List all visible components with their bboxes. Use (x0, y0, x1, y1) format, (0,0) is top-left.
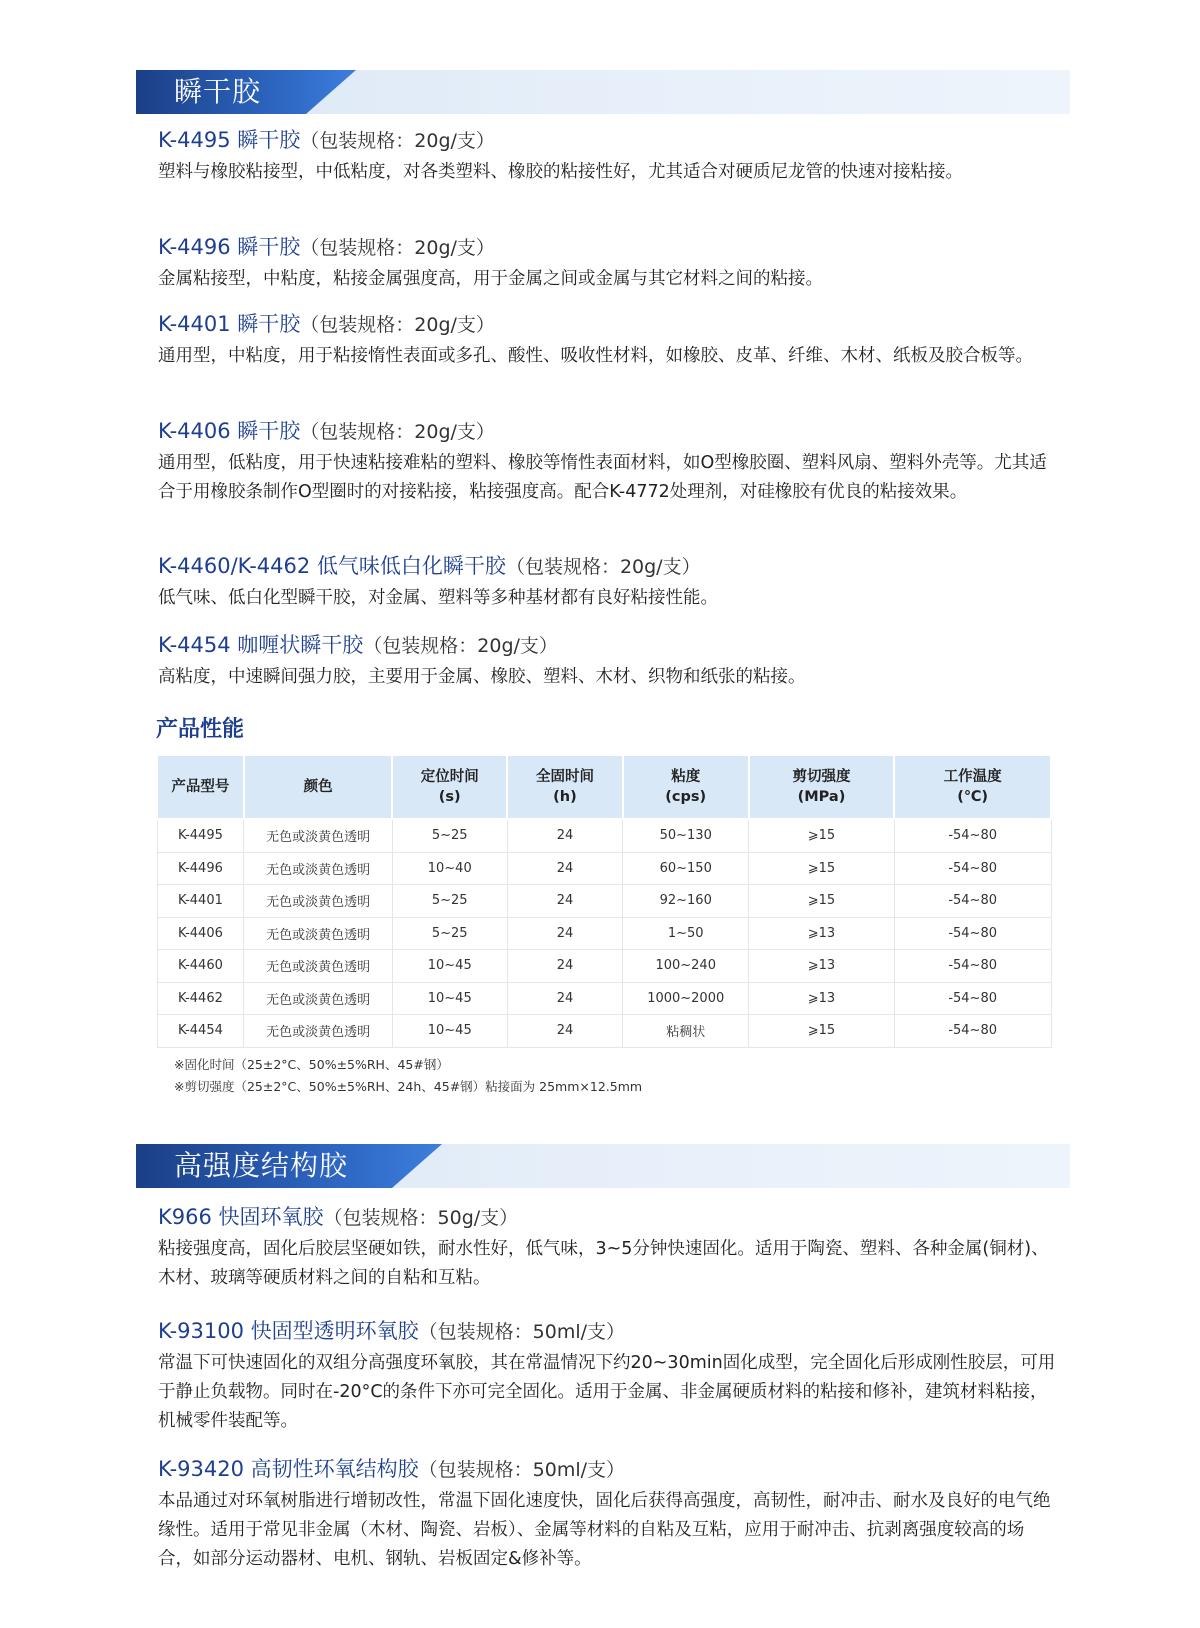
table-cell: K-4462 (157, 982, 244, 1015)
header-cell (244, 755, 393, 819)
table-row (157, 852, 1051, 885)
table-cell: ⩾15 (749, 1015, 895, 1048)
table-cell: 50~130 (623, 819, 749, 852)
product-k966 (158, 1202, 1058, 1293)
header-label: 粘度 (671, 769, 701, 785)
table-cell: K-4401 (157, 885, 244, 918)
header-cell (894, 755, 1051, 819)
product-code: K-4406 (158, 419, 231, 443)
table-row (157, 982, 1051, 1015)
table-cell: 1000~2000 (623, 982, 749, 1015)
table-cell: 24 (507, 1015, 623, 1048)
note-shear-strength: ※剪切强度（25±2°C、50%±5%RH、24h、45#钢）粘接面为 25mm×12.5mm (174, 1079, 643, 1094)
product-name: 瞬干胶 (237, 128, 301, 152)
table-cell: 无色或淡黄色透明 (244, 852, 393, 885)
product-pack: （包装规格：20g/支） (300, 237, 495, 259)
product-name-line (158, 551, 1058, 582)
product-code: K-4460/K-4462 (158, 554, 311, 578)
header-label: 颜色 (303, 779, 333, 795)
table-body (157, 819, 1051, 1047)
table-cell: 10~45 (392, 950, 507, 983)
product-code: K-4454 (158, 633, 231, 657)
product-desc: 本品通过对环氧树脂进行增韧改性，常温下固化速度快，固化后获得高强度，高韧性，耐冲击、耐水及良好的电气绝缘性。适用于常见非金属（木材、陶瓷、岩板）、金属等材料的自粘及互粘，应用于耐冲击、抗剥离强度较高的场合，如部分运动器材、电机、钢轨、岩板固定&修补等。 (158, 1491, 1051, 1569)
table-cell: ⩾13 (749, 982, 895, 1015)
performance-table (156, 754, 1052, 1048)
product-desc: 常温下可快速固化的双组分高强度环氧胶，其在常温情况下约20~30min固化成型，完全固化后形成刚性胶层，可用于静止负载物。同时在-20°C的条件下亦可完全固化。适用于金属、非金属硬质材料的粘接和修补，建筑材料粘接，机械零件装配等。 (158, 1353, 1056, 1431)
header-unit: (cps) (665, 789, 707, 805)
table-cell: 10~45 (392, 1015, 507, 1048)
product-k4460-k4462 (158, 551, 1058, 613)
product-pack: （包装规格：50ml/支） (418, 1459, 626, 1481)
table-cell: 60~150 (623, 852, 749, 885)
product-pack: （包装规格：50g/支） (323, 1207, 519, 1229)
table-cell: 无色或淡黄色透明 (244, 1015, 393, 1048)
product-k93100 (158, 1316, 1058, 1436)
table-cell: 24 (507, 885, 623, 918)
table-cell: 24 (507, 950, 623, 983)
header-cell (623, 755, 749, 819)
table-cell: ⩾13 (749, 917, 895, 950)
header-label: 剪切强度 (792, 769, 851, 785)
product-desc: 通用型，低粘度，用于快速粘接难粘的塑料、橡胶等惰性表面材料，如O型橡胶圈、塑料风扇、塑料外壳等。尤其适合于用橡胶条制作O型圈时的对接粘接，粘接强度高。配合K-4772处理剂，对硅橡胶有优良的粘接效果。 (158, 453, 1047, 502)
performance-heading: 产品性能 (156, 717, 245, 742)
product-desc: 高粘度，中速瞬间强力胶，主要用于金属、橡胶、塑料、木材、织物和纸张的粘接。 (158, 667, 806, 687)
product-pack: （包装规格：20g/支） (300, 130, 495, 152)
product-name-line (158, 630, 1058, 661)
table-cell: ⩾13 (749, 950, 895, 983)
header-label: 工作温度 (943, 769, 1002, 785)
table-cell: 1~50 (623, 917, 749, 950)
table-cell: 24 (507, 852, 623, 885)
table-cell: -54~80 (894, 982, 1051, 1015)
note-cure-time: ※固化时间（25±2°C、50%±5%RH、45#钢） (174, 1057, 449, 1072)
table-cell: 无色或淡黄色透明 (244, 819, 393, 852)
table-cell: K-4454 (157, 1015, 244, 1048)
header-cell (507, 755, 623, 819)
table-cell: 5~25 (392, 819, 507, 852)
product-desc: 低气味、低白化型瞬干胶，对金属、塑料等多种基材都有良好粘接性能。 (158, 588, 718, 608)
table-cell: -54~80 (894, 917, 1051, 950)
table-cell: 粘稠状 (623, 1015, 749, 1048)
product-name-line (158, 1202, 1058, 1233)
header-unit: (s) (438, 789, 461, 805)
header-cell (392, 755, 507, 819)
product-desc: 粘接强度高，固化后胶层坚硬如铁，耐水性好，低气味，3~5分钟快速固化。适用于陶瓷、塑料、各种金属(铜材)、木材、玻璃等硬质材料之间的自粘和互粘。 (158, 1239, 1049, 1288)
table-row (157, 917, 1051, 950)
section-header-structural (136, 1144, 1070, 1188)
table-notes (174, 1054, 642, 1098)
table-cell: 无色或淡黄色透明 (244, 950, 393, 983)
table-row (157, 950, 1051, 983)
product-code: K-93100 (158, 1319, 244, 1343)
product-k4495 (158, 125, 1058, 187)
header-unit: (MPa) (797, 789, 846, 805)
product-code: K-4401 (158, 312, 231, 336)
table-cell: 100~240 (623, 950, 749, 983)
table-header-row (157, 755, 1051, 819)
product-name-line (158, 416, 1058, 447)
product-k4401 (158, 309, 1058, 371)
header-unit: (h) (553, 789, 577, 805)
product-name: 快固型透明环氧胶 (250, 1319, 419, 1343)
table-cell: 24 (507, 982, 623, 1015)
product-name-line (158, 1454, 1058, 1485)
product-desc: 金属粘接型，中粘度，粘接金属强度高，用于金属之间或金属与其它材料之间的粘接。 (158, 269, 823, 289)
table-cell: ⩾15 (749, 819, 895, 852)
product-name: 瞬干胶 (237, 235, 301, 259)
table-cell: ⩾15 (749, 852, 895, 885)
table-cell: -54~80 (894, 852, 1051, 885)
product-name-line (158, 125, 1058, 156)
product-name: 瞬干胶 (237, 312, 301, 336)
header-label: 定位时间 (420, 769, 479, 785)
product-k93420 (158, 1454, 1058, 1574)
table-cell: 无色或淡黄色透明 (244, 982, 393, 1015)
table-cell: -54~80 (894, 885, 1051, 918)
product-name: 瞬干胶 (237, 419, 301, 443)
header-unit: (℃) (957, 789, 989, 805)
product-desc: 塑料与橡胶粘接型，中低粘度，对各类塑料、橡胶的粘接性好，尤其适合对硬质尼龙管的快速对接粘接。 (158, 162, 963, 182)
table-row (157, 885, 1051, 918)
product-desc: 通用型，中粘度，用于粘接惰性表面或多孔、酸性、吸收性材料，如橡胶、皮革、纤维、木材、纸板及胶合板等。 (158, 346, 1033, 366)
table-cell: 10~45 (392, 982, 507, 1015)
table-cell: K-4495 (157, 819, 244, 852)
product-name: 快固环氧胶 (218, 1205, 324, 1229)
header-label: 全固时间 (535, 769, 594, 785)
product-name-line (158, 232, 1058, 263)
table-cell: -54~80 (894, 1015, 1051, 1048)
table-cell: K-4406 (157, 917, 244, 950)
product-k4496 (158, 232, 1058, 294)
product-pack: （包装规格：20g/支） (505, 556, 701, 578)
table-cell: 无色或淡黄色透明 (244, 917, 393, 950)
table-row (157, 819, 1051, 852)
header-cell (749, 755, 895, 819)
table-cell: 10~40 (392, 852, 507, 885)
product-code: K-4496 (158, 235, 231, 259)
product-name: 低气味低白化瞬干胶 (316, 554, 506, 578)
product-name-line (158, 1316, 1058, 1347)
header-cell (157, 755, 244, 819)
table-cell: 无色或淡黄色透明 (244, 885, 393, 918)
table-cell: 5~25 (392, 885, 507, 918)
section-header-instant (136, 70, 1070, 114)
header-label: 产品型号 (171, 779, 230, 795)
product-code: K-93420 (158, 1457, 244, 1481)
product-code: K-4495 (158, 128, 231, 152)
product-k4406 (158, 416, 1058, 507)
product-pack: （包装规格：20g/支） (300, 314, 495, 336)
table-cell: 5~25 (392, 917, 507, 950)
table-cell: 24 (507, 917, 623, 950)
table-row (157, 1015, 1051, 1048)
product-name: 高韧性环氧结构胶 (250, 1457, 419, 1481)
product-code: K966 (158, 1205, 212, 1229)
section-title: 高强度结构胶 (174, 1149, 349, 1182)
table-cell: 92~160 (623, 885, 749, 918)
product-name: 咖喱状瞬干胶 (237, 633, 364, 657)
product-k4454 (158, 630, 1058, 692)
product-pack: （包装规格：20g/支） (300, 421, 495, 443)
table-cell: K-4496 (157, 852, 244, 885)
table-cell: 24 (507, 819, 623, 852)
table-cell: -54~80 (894, 819, 1051, 852)
table-cell: K-4460 (157, 950, 244, 983)
table-cell: ⩾15 (749, 885, 895, 918)
table-cell: -54~80 (894, 950, 1051, 983)
product-pack: （包装规格：50ml/支） (418, 1321, 626, 1343)
product-name-line (158, 309, 1058, 340)
section-title: 瞬干胶 (174, 75, 262, 108)
product-pack: （包装规格：20g/支） (363, 635, 558, 657)
